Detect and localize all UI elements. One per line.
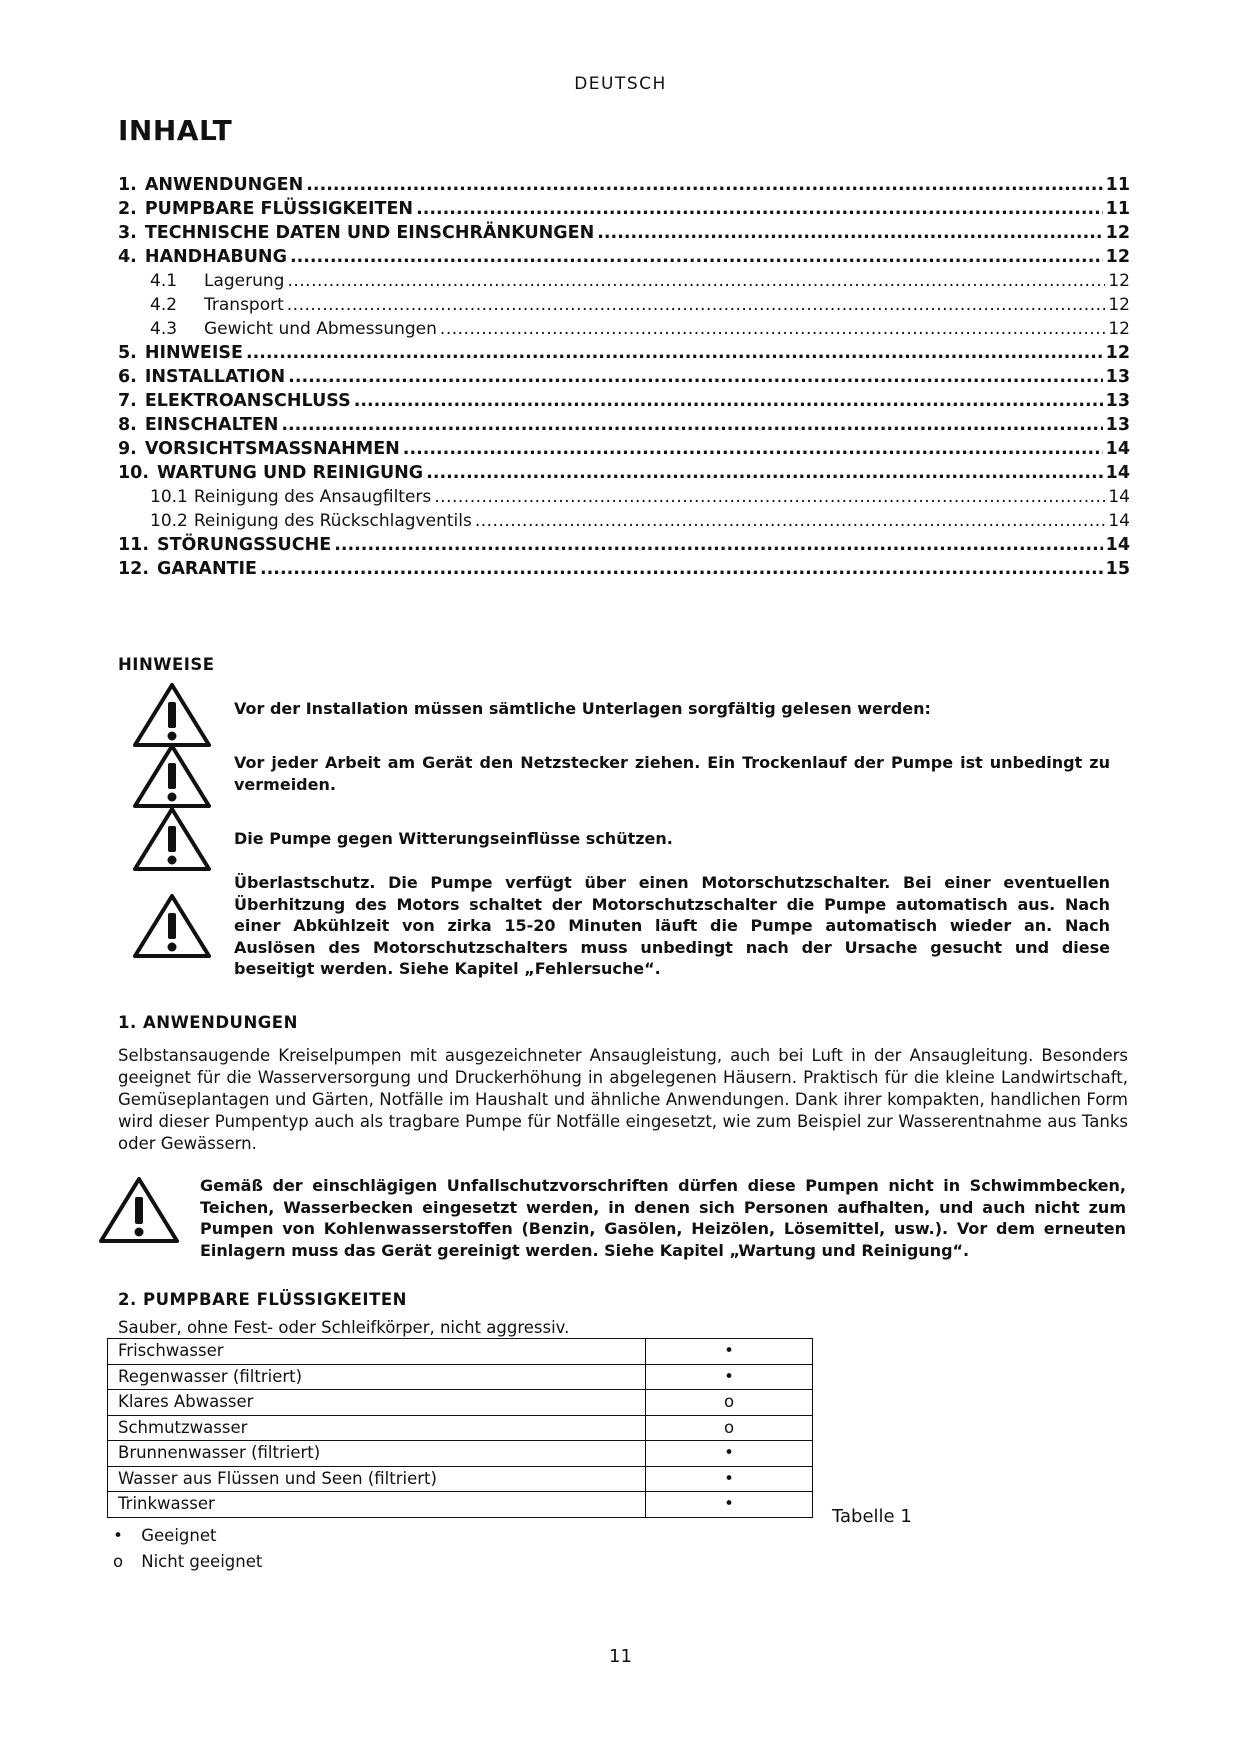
table-of-contents — [118, 172, 1130, 580]
toc-entry — [118, 244, 1130, 268]
toc-entry — [118, 172, 1130, 196]
toc-entry-page: 12 — [1108, 319, 1130, 339]
suitability-mark-cell: • — [646, 1364, 813, 1390]
suitability-mark-cell: • — [646, 1441, 813, 1467]
fluid-name-cell: Frischwasser — [108, 1339, 646, 1365]
toc-entry-number: 9. — [118, 439, 137, 459]
toc-dot-leader — [287, 270, 1105, 292]
toc-entry-page: 12 — [1108, 295, 1130, 315]
toc-entry — [118, 436, 1130, 460]
toc-entry-number: 4.3 — [150, 319, 178, 339]
toc-entry-label: PUMPBARE FLÜSSIGKEITEN — [144, 199, 414, 219]
page-number: 11 — [609, 1646, 632, 1667]
toc-entry-page: 13 — [1105, 415, 1130, 435]
toc-entry — [118, 292, 1130, 316]
toc-dot-leader — [426, 462, 1102, 484]
toc-entry-number: 10.2 — [150, 511, 188, 531]
warning-text: Die Pumpe gegen Witterungseinflüsse schützen. — [234, 829, 673, 848]
toc-entry — [118, 220, 1130, 244]
legend-text: Nicht geeignet — [141, 1552, 263, 1571]
toc-entry-number: 8. — [118, 415, 137, 435]
toc-entry-label: ANWENDUNGEN — [144, 175, 304, 195]
section-1-warning-text: Gemäß der einschlägigen Unfallschutzvorschriften dürfen diese Pumpen nicht in Schwimmbecken, Teichen, Wasserbecken eingesetzt werden, in denen sich Personen aufhalten, und auch nicht zum Pumpen von Kohlenwasserstoffen (Benzin, Gasölen, Heizölen, Lösemittel, usw.). Vor dem erneuten Einlagern muss das Gerät gereinigt werden. Siehe Kapitel „Wartung und Reinigung“. — [200, 1176, 1126, 1260]
section-2-intro: Sauber, ohne Fest- oder Schleifkörper, nicht aggressiv. — [118, 1318, 570, 1337]
toc-entry — [118, 196, 1130, 220]
toc-entry-page: 12 — [1105, 343, 1130, 363]
fluid-name-cell: Wasser aus Flüssen und Seen (filtriert) — [108, 1466, 646, 1492]
suitability-mark-cell: • — [646, 1339, 813, 1365]
toc-entry-number: 2. — [118, 199, 137, 219]
toc-dot-leader — [288, 366, 1102, 388]
suitability-mark-cell: • — [646, 1492, 813, 1518]
toc-dot-leader — [440, 318, 1105, 340]
warning-text: Vor der Installation müssen sämtliche Unterlagen sorgfältig gelesen werden: — [234, 699, 931, 718]
toc-dot-leader — [434, 486, 1105, 508]
fluid-name-cell: Schmutzwasser — [108, 1415, 646, 1441]
toc-entry — [118, 556, 1130, 580]
toc-entry-page: 12 — [1108, 271, 1130, 291]
suitability-mark-cell: o — [646, 1390, 813, 1416]
fluids-table — [107, 1338, 813, 1518]
fluid-name-cell: Trinkwasser — [108, 1492, 646, 1518]
toc-entry-number: 10. — [118, 463, 150, 483]
warning-text: Vor jeder Arbeit am Gerät den Netzstecker ziehen. Ein Trockenlauf der Pumpe ist unbedingt zu vermeiden. — [234, 753, 1110, 794]
toc-entry-label: WARTUNG UND REINIGUNG — [157, 463, 424, 483]
toc-dot-leader — [306, 174, 1102, 196]
toc-entry-label: Gewicht und Abmessungen — [204, 319, 437, 339]
toc-entry-number: 10.1 — [150, 487, 188, 507]
toc-entry-page: 13 — [1105, 367, 1130, 387]
toc-entry-label: INSTALLATION — [144, 367, 286, 387]
toc-dot-leader — [246, 342, 1103, 364]
toc-entry-page: 14 — [1105, 439, 1130, 459]
warning-icon — [132, 893, 212, 959]
toc-entry-label: TECHNISCHE DATEN UND EINSCHRÄNKUNGEN — [144, 223, 595, 243]
legend-symbol: • — [113, 1526, 123, 1545]
toc-entry-label: VORSICHTSMASSNAHMEN — [144, 439, 400, 459]
toc-entry — [118, 364, 1130, 388]
toc-entry-number: 3. — [118, 223, 137, 243]
toc-title: INHALT — [118, 114, 233, 147]
toc-dot-leader — [597, 222, 1102, 244]
toc-entry — [118, 340, 1130, 364]
warning-icon — [132, 806, 212, 872]
toc-entry-number: 11. — [118, 535, 150, 555]
toc-entry — [118, 316, 1130, 340]
toc-entry-label: HINWEISE — [144, 343, 243, 363]
hinweise-heading: HINWEISE — [118, 655, 215, 674]
toc-entry-label: GARANTIE — [157, 559, 257, 579]
toc-dot-leader — [403, 438, 1103, 460]
warning-icon — [132, 743, 212, 809]
fluid-name-cell: Brunnenwasser (filtriert) — [108, 1441, 646, 1467]
toc-entry-number: 4. — [118, 247, 137, 267]
table-row — [108, 1339, 813, 1365]
toc-entry-label: ELEKTROANSCHLUSS — [144, 391, 351, 411]
table-legend — [100, 1526, 262, 1578]
toc-entry-page: 14 — [1108, 511, 1130, 531]
table-row — [108, 1492, 813, 1518]
toc-entry-number: 1. — [118, 175, 137, 195]
toc-entry-page: 14 — [1108, 487, 1130, 507]
toc-entry-page: 14 — [1105, 463, 1130, 483]
toc-entry-label: EINSCHALTEN — [144, 415, 279, 435]
warning-icon — [132, 682, 212, 748]
legend-item — [100, 1552, 262, 1578]
toc-dot-leader — [354, 390, 1103, 412]
toc-entry-number: 4.2 — [150, 295, 178, 315]
toc-dot-leader — [416, 198, 1103, 220]
toc-entry — [118, 412, 1130, 436]
warning-text: Überlastschutz. Die Pumpe verfügt über einen Motorschutzschalter. Bei einer eventuellen Überhitzung des Motors schaltet der Motorschutzschalter die Pumpe automatisch aus. Nach einer Abkühlzeit von zirka 15-20 Minuten läuft die Pumpe automatisch wieder an. Nach Auslösen des Motorschutzschalters muss unbedingt nach der Ursache gesucht und diese beseitigt werden. Siehe Kapitel „Fehlersuche“. — [234, 873, 1110, 978]
toc-entry — [118, 460, 1130, 484]
toc-entry-number: 4.1 — [150, 271, 178, 291]
section-2-heading: 2. PUMPBARE FLÜSSIGKEITEN — [118, 1290, 407, 1309]
toc-entry — [118, 508, 1130, 532]
legend-text: Geeignet — [141, 1526, 217, 1545]
toc-dot-leader — [334, 534, 1102, 556]
toc-dot-leader — [281, 414, 1102, 436]
table-row — [108, 1441, 813, 1467]
toc-entry-page: 13 — [1105, 391, 1130, 411]
toc-entry-label: STÖRUNGSSUCHE — [157, 535, 332, 555]
toc-dot-leader — [260, 558, 1103, 580]
table-caption: Tabelle 1 — [832, 1506, 912, 1527]
suitability-mark-cell: • — [646, 1466, 813, 1492]
toc-dot-leader — [287, 294, 1106, 316]
toc-entry-page: 15 — [1105, 559, 1130, 579]
suitability-mark-cell: o — [646, 1415, 813, 1441]
toc-entry-page: 12 — [1105, 247, 1130, 267]
toc-entry-label: Transport — [204, 295, 284, 315]
toc-entry-label: HANDHABUNG — [144, 247, 287, 267]
toc-entry — [118, 388, 1130, 412]
legend-symbol: o — [112, 1552, 124, 1571]
fluid-name-cell: Regenwasser (filtriert) — [108, 1364, 646, 1390]
toc-dot-leader — [475, 510, 1106, 532]
table-row — [108, 1364, 813, 1390]
legend-item — [100, 1526, 262, 1552]
toc-entry-label: Lagerung — [204, 271, 285, 291]
toc-entry-number: 7. — [118, 391, 137, 411]
toc-entry-page: 11 — [1105, 175, 1130, 195]
document-language-header: DEUTSCH — [574, 74, 667, 94]
toc-entry-number: 5. — [118, 343, 137, 363]
toc-entry-number: 12. — [118, 559, 150, 579]
toc-entry — [118, 532, 1130, 556]
table-row — [108, 1390, 813, 1416]
toc-dot-leader — [290, 246, 1103, 268]
fluid-name-cell: Klares Abwasser — [108, 1390, 646, 1416]
toc-entry — [118, 484, 1130, 508]
section-1-heading: 1. ANWENDUNGEN — [118, 1013, 298, 1032]
warning-icon — [98, 1176, 180, 1244]
toc-entry-label: Reinigung des Rückschlagventils — [193, 511, 472, 531]
section-1-body: Selbstansaugende Kreiselpumpen mit ausgezeichneter Ansaugleistung, auch bei Luft in der Ansaugleitung. Besonders geeignet für die Wasserversorgung und Druckerhöhung in abgelegenen Häusern. Praktisch für die kleine Landwirtschaft, Gemüseplantagen und Gärten, Notfälle im Haushalt und ähnliche Anwendungen. Dank ihrer kompakten, handlichen Form wird dieser Pumpentyp auch als tragbare Pumpe für Notfälle eingesetzt, wie zum Beispiel zur Wasserentnahme aus Tanks oder Gewässern. — [118, 1046, 1128, 1153]
toc-entry-label: Reinigung des Ansaugfilters — [193, 487, 432, 507]
table-row — [108, 1466, 813, 1492]
toc-entry-page: 14 — [1105, 535, 1130, 555]
toc-entry — [118, 268, 1130, 292]
toc-entry-number: 6. — [118, 367, 137, 387]
toc-entry-page: 11 — [1105, 199, 1130, 219]
toc-entry-page: 12 — [1105, 223, 1130, 243]
table-row — [108, 1415, 813, 1441]
